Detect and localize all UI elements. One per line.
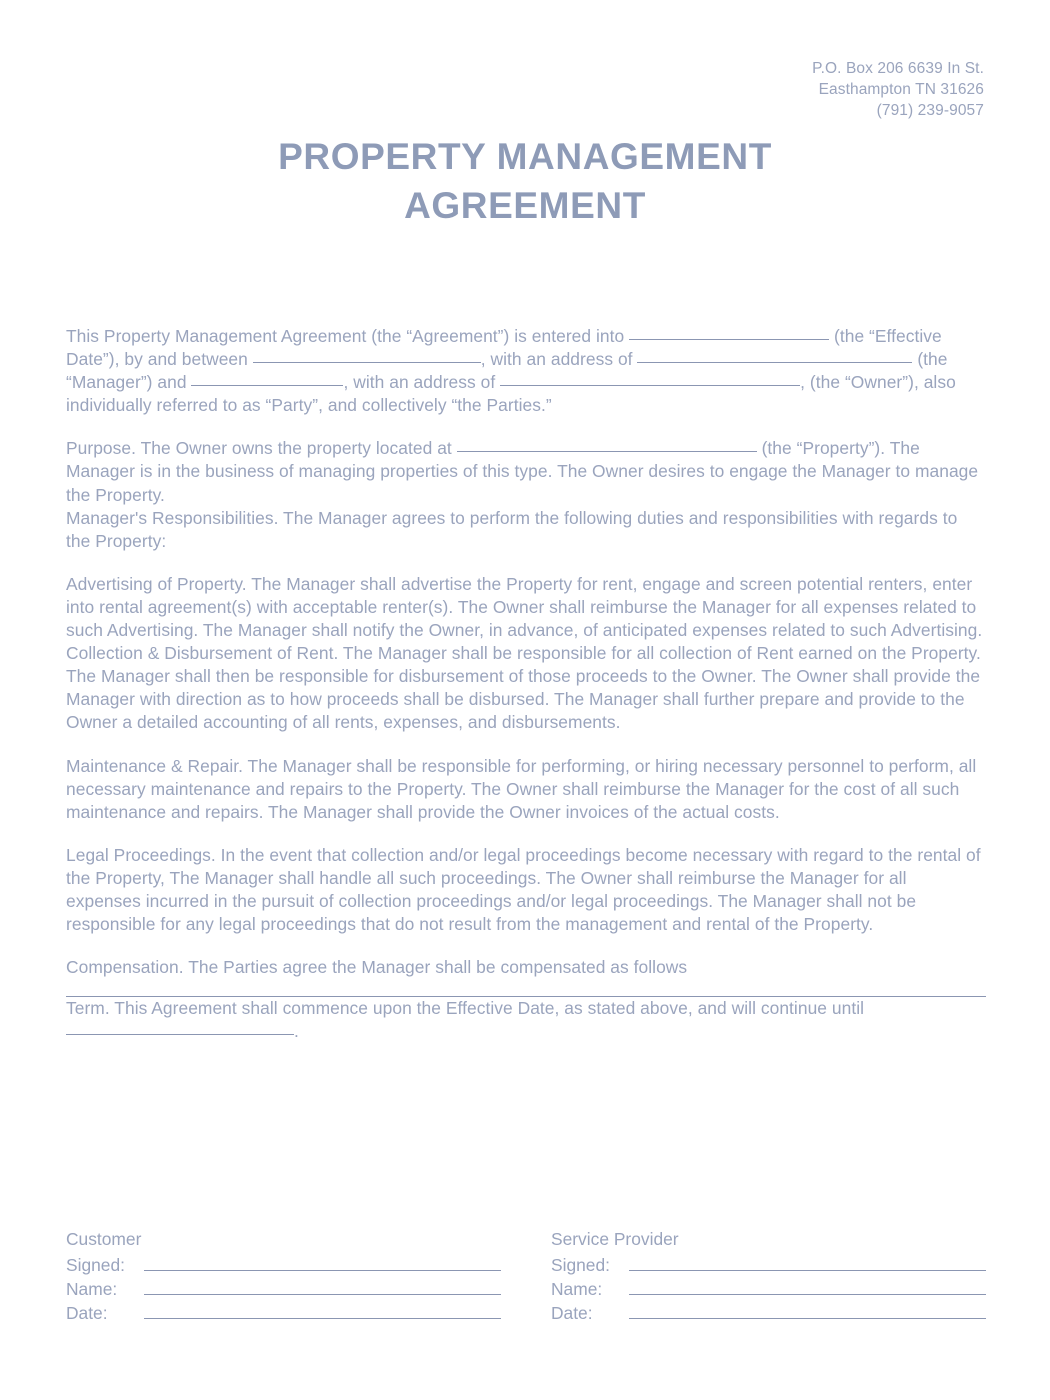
document-title: PROPERTY MANAGEMENT AGREEMENT <box>278 136 772 226</box>
intro-text-1: This Property Management Agreement (the “Agreement”) is entered into <box>66 326 630 346</box>
blank-term-end-date[interactable] <box>66 1022 294 1035</box>
customer-signed-row <box>66 1254 501 1277</box>
address-line-1: P.O. Box 206 6639 In St. <box>812 60 984 77</box>
intro-text-4: (the “Manager”) and <box>66 349 948 393</box>
address-phone: (791) 239-9057 <box>876 102 984 119</box>
paragraph-compensation <box>66 956 986 997</box>
customer-name-label: Name: <box>66 1279 118 1300</box>
provider-signed-row <box>551 1254 986 1277</box>
paragraph-introduction <box>66 325 986 417</box>
provider-date-line[interactable] <box>629 1305 986 1319</box>
intro-text-5: , with an address of <box>343 372 501 393</box>
header-address-block <box>812 58 984 121</box>
address-line-2: Easthampton TN 31626 <box>818 81 984 98</box>
customer-name-line[interactable] <box>144 1281 501 1295</box>
customer-date-label: Date: <box>66 1303 108 1324</box>
paragraph-managers-responsibilities: Manager's Responsibilities. The Manager agrees to perform the following duties and responsibilities with regards to the Property: <box>66 507 958 551</box>
signature-block <box>66 1228 986 1326</box>
provider-date-row <box>551 1302 986 1325</box>
paragraph-term <box>66 997 986 1043</box>
blank-manager-name[interactable] <box>253 350 481 363</box>
blank-manager-address[interactable] <box>637 350 912 363</box>
provider-name-row <box>551 1278 986 1301</box>
blank-property-location[interactable] <box>457 439 757 452</box>
customer-signed-line[interactable] <box>144 1257 501 1271</box>
paragraph-legal-proceedings: Legal Proceedings. In the event that collection and/or legal proceedings become necessary with regard to the rental of the Property, The Manager shall handle all such proceedings. The Owner shall reimburse the Manager for all expenses incurred in the pursuit of collection proceedings and/or legal proceedings. The Manager shall not be responsible for any legal proceedings that do not result from the management and rental of the Property. <box>66 844 981 935</box>
customer-heading: Customer <box>66 1229 142 1249</box>
signature-column-customer <box>66 1228 501 1326</box>
intro-text-2: (the “Effective Date”), by and between <box>66 326 942 370</box>
compensation-text-1: Compensation. The Parties agree the Manager shall be compensated as follows <box>66 957 688 978</box>
signature-column-service-provider <box>551 1228 986 1326</box>
blank-owner-name[interactable] <box>191 373 343 386</box>
customer-signed-label: Signed: <box>66 1255 125 1276</box>
term-text-1: Term. This Agreement shall commence upon the Effective Date, as stated above, and will continue until <box>66 998 865 1019</box>
paragraph-advertising-of-property: Advertising of Property. The Manager shall advertise the Property for rent, engage and screen potential renters, enter into rental agreement(s) with acceptable renter(s). The Owner shall reimburse the Manager for all expenses related to such Advertising. The Manager shall notify the Owner, in advance, of anticipated expenses related to such Advertising. <box>66 573 983 641</box>
purpose-text-1: Purpose. The Owner owns the property located at <box>66 438 457 459</box>
purpose-text-2: (the “Property”). The Manager is in the business of managing properties of this type. The Owner desires to engage the Manager to manage the Property. <box>66 438 979 505</box>
provider-heading: Service Provider <box>551 1229 679 1249</box>
blank-effective-date[interactable] <box>629 327 829 340</box>
provider-signed-label: Signed: <box>551 1255 610 1276</box>
provider-name-label: Name: <box>551 1279 603 1300</box>
document-body <box>66 325 986 1043</box>
customer-date-line[interactable] <box>144 1305 501 1319</box>
paragraph-purpose <box>66 437 986 506</box>
paragraph-collection-disbursement: Collection & Disbursement of Rent. The Manager shall be responsible for all collection of Rent earned on the Property. The Manager shall then be responsible for disbursement of those proceeds to the Owner. The Owner shall provide the Manager with direction as to how proceeds shall be disbursed. The Manager shall further prepare and provide to the Owner a detailed accounting of all rents, expenses, and disbursements. <box>66 643 981 733</box>
blank-owner-address[interactable] <box>500 373 800 386</box>
customer-name-row <box>66 1278 501 1301</box>
term-text-2: . <box>294 1021 299 1042</box>
intro-text-3: , with an address of <box>480 349 638 370</box>
blank-compensation-terms[interactable] <box>66 985 986 997</box>
provider-signed-line[interactable] <box>629 1257 986 1271</box>
customer-date-row <box>66 1302 501 1325</box>
paragraph-maintenance-repair: Maintenance & Repair. The Manager shall be responsible for performing, or hiring necessary personnel to perform, all necessary maintenance and repairs to the Property. The Owner shall reimburse the Manager for the cost of all such maintenance and repairs. The Manager shall provide the Owner invoices of the actual costs. <box>66 755 977 822</box>
provider-date-label: Date: <box>551 1303 593 1324</box>
intro-text-6: , (the “Owner”), also individually referred to as “Party”, and collectively “the Parties.” <box>66 372 956 416</box>
provider-name-line[interactable] <box>629 1281 986 1295</box>
